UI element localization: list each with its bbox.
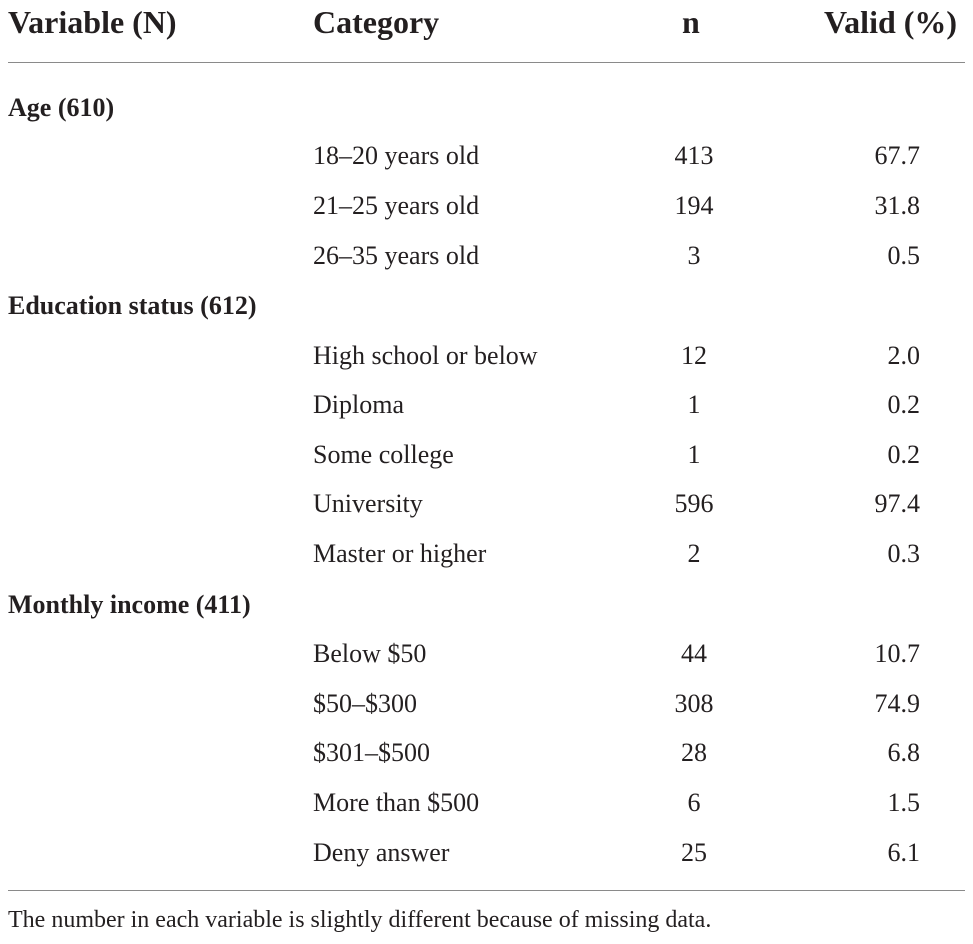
cell-n: 6	[687, 788, 701, 817]
cell-valid-percent: 31.8	[874, 191, 920, 220]
table-row	[0, 538, 973, 570]
cell-valid-percent: 0.2	[887, 390, 920, 419]
cell-valid-percent: 0.3	[887, 539, 920, 568]
cell-valid-percent: 74.9	[874, 689, 920, 718]
cell-category: 26–35 years old	[313, 241, 480, 270]
table-row	[0, 190, 973, 222]
header-variable: Variable (N)	[8, 4, 177, 40]
table-footnote: The number in each variable is slightly different because of missing data.	[8, 907, 712, 933]
cell-n: 44	[681, 639, 707, 668]
cell-n: 596	[674, 489, 714, 518]
table-row	[0, 688, 973, 720]
cell-n: 413	[674, 141, 714, 170]
group-label-age: Age (610)	[8, 93, 115, 122]
cell-n: 28	[681, 738, 707, 767]
cell-category: Master or higher	[313, 539, 487, 568]
table-row	[0, 140, 973, 172]
cell-valid-percent: 10.7	[874, 639, 920, 668]
table-row	[0, 488, 973, 520]
cell-valid-percent: 0.2	[887, 440, 920, 469]
cell-category: University	[313, 489, 423, 518]
table-row	[0, 439, 973, 471]
cell-category: Diploma	[313, 390, 404, 419]
table-row	[0, 737, 973, 769]
group-label-education: Education status (612)	[8, 291, 257, 320]
table-row	[0, 340, 973, 372]
cell-category: $301–$500	[313, 738, 430, 767]
cell-n: 12	[681, 341, 707, 370]
cell-category: $50–$300	[313, 689, 417, 718]
table-row	[0, 837, 973, 869]
cell-valid-percent: 67.7	[874, 141, 920, 170]
header-n: n	[682, 4, 700, 40]
cell-n: 1	[687, 440, 701, 469]
cell-category: 18–20 years old	[313, 141, 480, 170]
cell-category: 21–25 years old	[313, 191, 480, 220]
cell-valid-percent: 1.5	[887, 788, 920, 817]
cell-category: More than $500	[313, 788, 480, 817]
cell-category: High school or below	[313, 341, 538, 370]
table-bottom-divider	[8, 890, 965, 891]
header-valid-percent: Valid (%)	[824, 4, 958, 40]
table-row	[0, 389, 973, 421]
cell-valid-percent: 6.1	[887, 838, 920, 867]
cell-valid-percent: 97.4	[874, 489, 920, 518]
header-divider	[8, 62, 965, 63]
cell-category: Below $50	[313, 639, 427, 668]
cell-valid-percent: 0.5	[887, 241, 920, 270]
header-category: Category	[313, 4, 440, 40]
table-row	[0, 787, 973, 819]
group-label-income: Monthly income (411)	[8, 590, 251, 619]
cell-valid-percent: 2.0	[887, 341, 920, 370]
table-row	[0, 240, 973, 272]
cell-n: 308	[674, 689, 714, 718]
cell-n: 2	[687, 539, 701, 568]
table-row	[0, 638, 973, 670]
cell-n: 1	[687, 390, 701, 419]
cell-valid-percent: 6.8	[887, 738, 920, 767]
cell-n: 3	[687, 241, 701, 270]
cell-n: 25	[681, 838, 707, 867]
cell-category: Some college	[313, 440, 454, 469]
cell-category: Deny answer	[313, 838, 450, 867]
cell-n: 194	[674, 191, 714, 220]
